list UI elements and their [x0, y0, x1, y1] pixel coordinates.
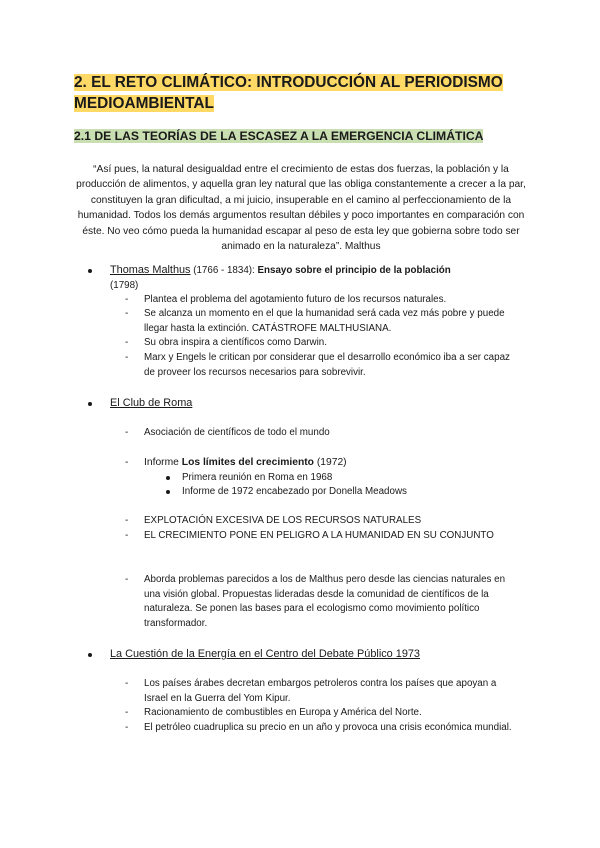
malthus-name: Thomas Malthus — [110, 264, 191, 276]
list-item: - Su obra inspira a científicos como Darwin. — [144, 336, 522, 351]
dash-icon: - — [125, 515, 129, 526]
list-item: - Los países árabes decretan embargos petroleros contra los países que apoyan a Israel en la Guerra del Yom Kipur. — [125, 678, 497, 704]
list-item: - EXPLOTACIÓN EXCESIVA DE LOS RECURSOS NATURALES — [144, 514, 522, 529]
list-item: - El petróleo cuadruplica su precio en un año y provoca una crisis económica mundial. — [144, 721, 516, 736]
list-item: - Informe Los límites del crecimiento (1972) — [144, 456, 522, 471]
bullet-icon — [88, 653, 92, 657]
malthus-work: Ensayo sobre el principio de la población — [257, 265, 451, 276]
club-roma-title: El Club de Roma — [110, 397, 193, 409]
malthus-dates: (1766 - 1834): — [190, 265, 258, 276]
list-item: Informe de 1972 encabezado por Donella Meadows — [182, 485, 407, 500]
list-item: - Asociación de científicos de todo el mundo — [144, 426, 522, 441]
list-item: - Racionamiento de combustibles en Europa y América del Norte. — [144, 706, 522, 721]
bullet-icon — [166, 490, 170, 494]
dash-icon: - — [125, 294, 129, 305]
bullet-icon — [88, 269, 92, 273]
malthus-bullet — [110, 263, 530, 293]
list-item: - Se alcanza un momento en el que la humanidad será cada vez más pobre y puede llegar hasta la extinción. CATÁSTROFE MALTHUSIANA. — [125, 308, 505, 334]
dash-icon: - — [125, 530, 129, 541]
bullet-icon — [88, 402, 92, 406]
list-item: Primera reunión en Roma en 1968 — [182, 471, 332, 486]
dash-icon: - — [125, 337, 129, 348]
dash-icon: - — [125, 427, 129, 438]
club-roma-bullet — [110, 396, 192, 411]
dash-icon: - — [125, 722, 129, 733]
dash-icon: - — [125, 707, 129, 718]
list-item: - Aborda problemas parecidos a los de Malthus pero desde las ciencias naturales en una visión global. Propuestas lideradas desde la comunidad de científicos de la naturaleza. Se ponen las bases para el ecologismo como movimiento político transformador. — [125, 574, 506, 629]
malthus-year: (1798) — [110, 280, 139, 291]
list-item: - Plantea el problema del agotamiento futuro de los recursos naturales. — [144, 293, 522, 308]
heading-1 — [74, 72, 544, 114]
bullet-icon — [166, 476, 170, 480]
heading-2-text: 2.1 DE LAS TEORÍAS DE LA ESCASEZ A LA EMERGENCIA CLIMÁTICA — [74, 129, 484, 143]
dash-icon: - — [125, 678, 129, 689]
dash-icon: - — [125, 352, 129, 363]
malthus-quote: “Así pues, la natural desigualdad entre el crecimiento de estas dos fuerzas, la población y la producción de alimentos, y aquella gran ley natural que las obliga constantemente a crecer a la par, constituyen la gran dificultad, a mi juicio, insuperable en el camino al perfeccionamiento de la humanidad. Todos los demás argumentos resultan débiles y poco importantes en comparación con éste. No veo cómo pueda la humanidad escapar al peso de esta ley que gobierna sobre todo ser animado en la naturaleza”. Malthus — [76, 164, 526, 253]
heading-1-text: 2. EL RETO CLIMÁTICO: INTRODUCCIÓN AL PERIODISMO MEDIOAMBIENTAL — [74, 74, 503, 112]
energia-title: La Cuestión de la Energía en el Centro del Debate Público 1973 — [110, 648, 420, 660]
list-item: - EL CRECIMIENTO PONE EN PELIGRO A LA HUMANIDAD EN SU CONJUNTO — [144, 529, 494, 544]
energia-bullet — [110, 647, 420, 662]
dash-icon: - — [125, 308, 129, 319]
dash-icon: - — [125, 457, 129, 468]
list-item: - Marx y Engels le critican por considerar que el desarrollo económico iba a ser capaz de proveer los recursos necesarios para sobrevivir. — [125, 352, 510, 378]
heading-2 — [74, 128, 483, 145]
dash-icon: - — [125, 574, 129, 585]
